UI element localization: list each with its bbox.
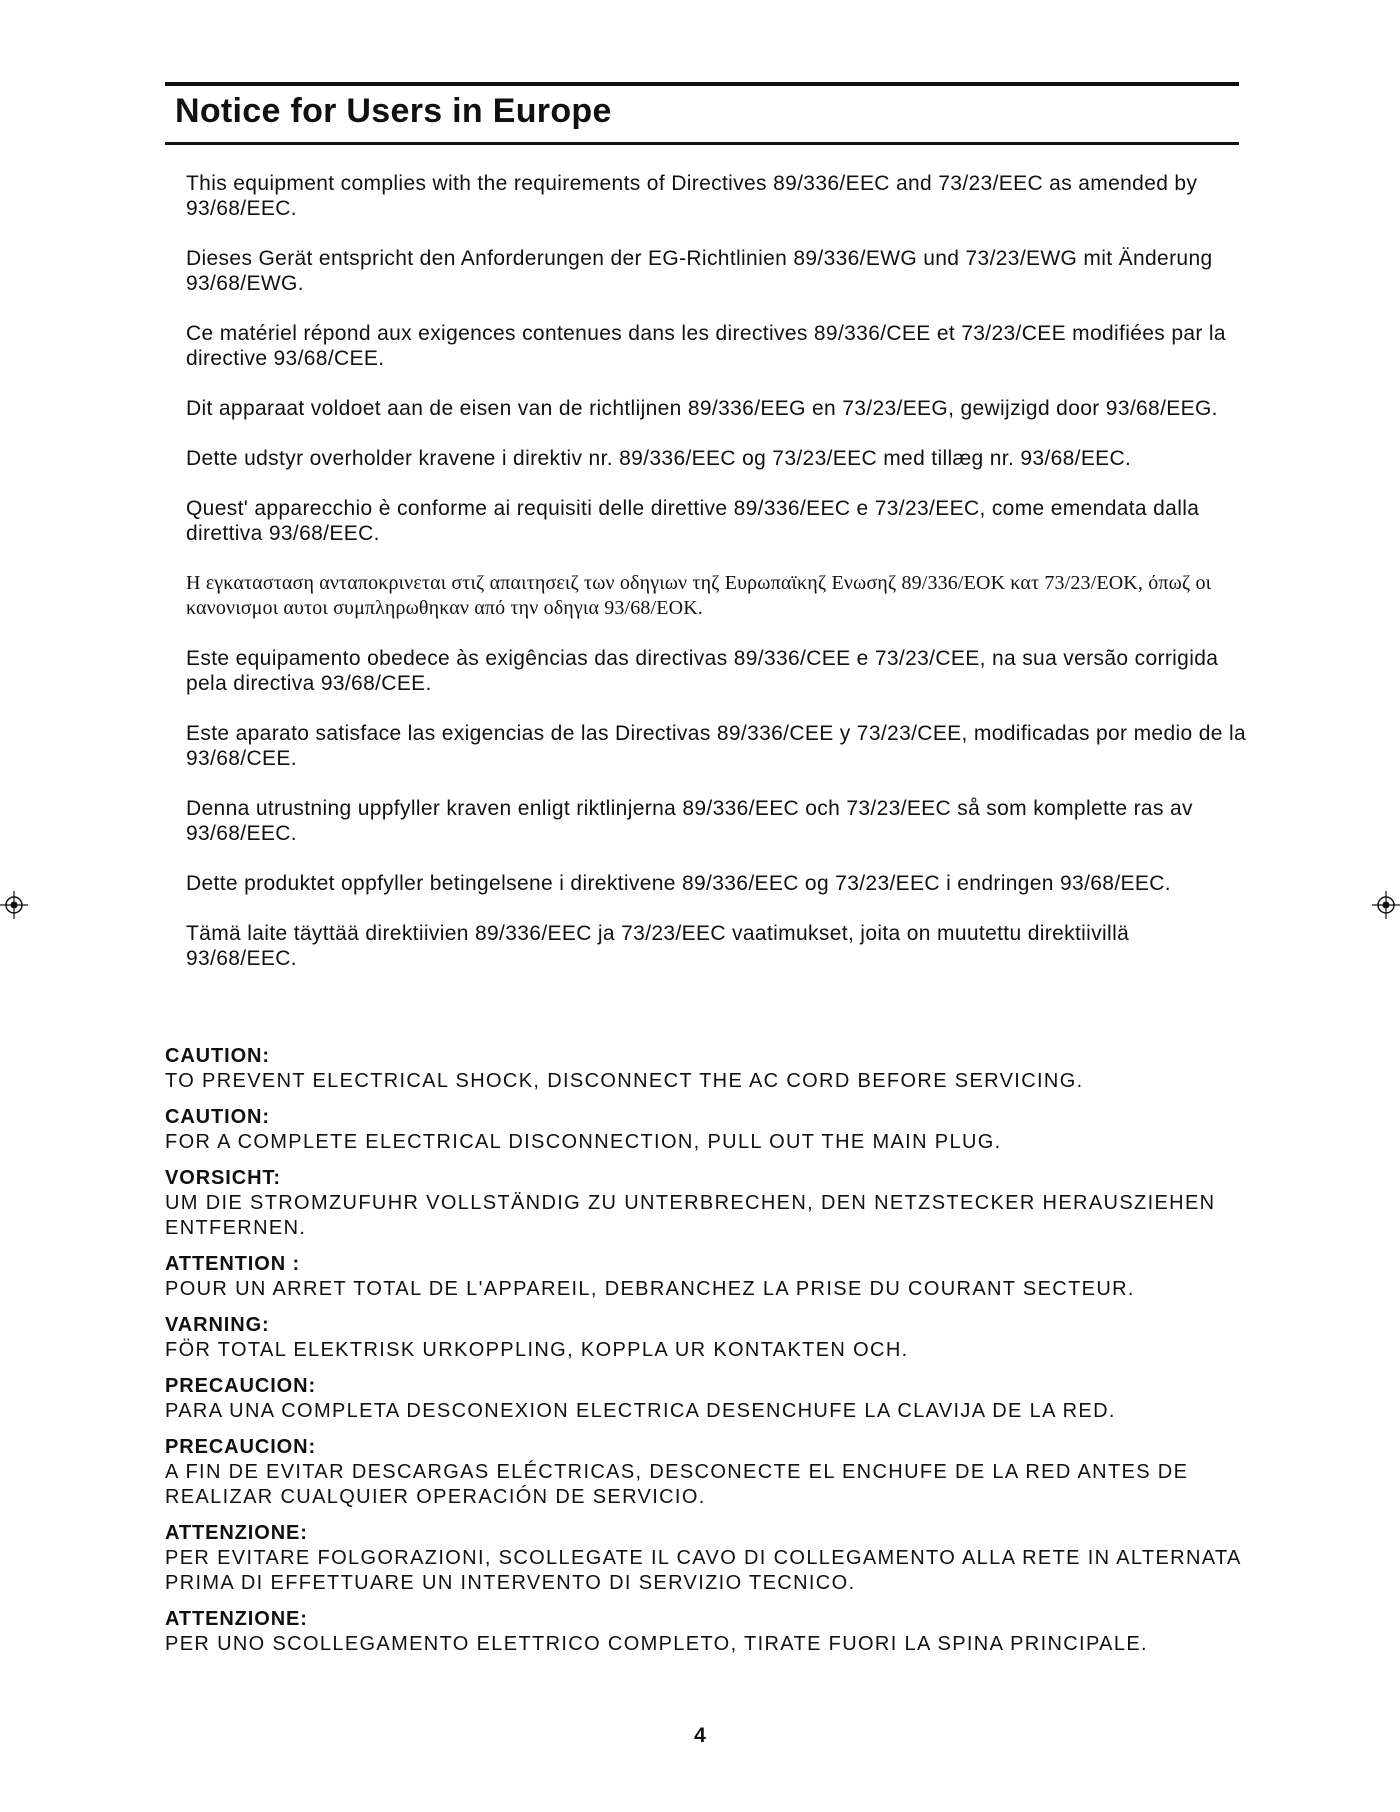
caution-block [165,1105,1255,1155]
caution-heading: ATTENZIONE: [165,1608,308,1630]
caution-block [165,1435,1255,1510]
notice-greek: Η εγκατασταση ανταποκρινεται στιζ απαιτησειζ των οδηγιων τηζ Ευρωπαϊκηζ Ενωσηζ 89/336/ΕΟΚ κατ 73/23/ΕΟΚ, όπωζ οι κανονισμοι αυτοι συμπληρωθηκαν από την οδηγια 93/68/ΕΟΚ. [186,572,1212,619]
caution-block [165,1374,1255,1424]
page-number: 4 [694,1724,706,1747]
caution-text: POUR UN ARRET TOTAL DE L'APPAREIL, DEBRANCHEZ LA PRISE DU COURANT SECTEUR. [165,1278,1135,1300]
caution-heading: VARNING: [165,1314,270,1336]
caution-block [165,1252,1255,1302]
caution-heading: ATTENZIONE: [165,1522,308,1544]
caution-text: PER UNO SCOLLEGAMENTO ELETTRICO COMPLETO, TIRATE FUORI LA SPINA PRINCIPALE. [165,1633,1148,1655]
notice-finnish: Tämä laite täyttää direktiivien 89/336/EEC ja 73/23/EEC vaatimukset, joita on muutettu direktiivillä 93/68/EEC. [186,922,1130,970]
registration-mark-icon [0,891,28,919]
caution-text: FOR A COMPLETE ELECTRICAL DISCONNECTION, PULL OUT THE MAIN PLUG. [165,1131,1002,1153]
caution-text: PARA UNA COMPLETA DESCONEXION ELECTRICA DESENCHUFE LA CLAVIJA DE LA RED. [165,1400,1116,1422]
caution-text: A FIN DE EVITAR DESCARGAS ELÉCTRICAS, DESCONECTE EL ENCHUFE DE LA RED ANTES DE REALIZAR CUALQUIER OPERACIÓN DE SERVICIO. [165,1461,1189,1508]
caution-block [165,1166,1255,1241]
caution-warnings [165,1044,1255,1668]
notice-german: Dieses Gerät entspricht den Anforderungen der EG-Richtlinien 89/336/EWG und 73/23/EWG mit Änderung 93/68/EWG. [186,247,1213,295]
registration-mark-icon [1372,891,1400,919]
caution-block [165,1044,1255,1094]
caution-heading: PRECAUCION: [165,1375,317,1397]
caution-heading: CAUTION: [165,1106,270,1128]
caution-heading: CAUTION: [165,1045,270,1067]
notice-danish: Dette udstyr overholder kravene i direktiv nr. 89/336/EEC og 73/23/EEC med tillæg nr. 93/68/EEC. [186,447,1132,470]
notice-french: Ce matériel répond aux exigences contenues dans les directives 89/336/CEE et 73/23/CEE modifiées par la directive 93/68/CEE. [186,322,1226,370]
notice-portuguese: Este equipamento obedece às exigências das directivas 89/336/CEE e 73/23/CEE, na sua versão corrigida pela directiva 93/68/CEE. [186,647,1219,695]
caution-heading: PRECAUCION: [165,1436,317,1458]
caution-text: FÖR TOTAL ELEKTRISK URKOPPLING, KOPPLA UR KONTAKTEN OCH. [165,1339,909,1361]
title-rule-bottom [165,142,1239,145]
caution-text: PER EVITARE FOLGORAZIONI, SCOLLEGATE IL CAVO DI COLLEGAMENTO ALLA RETE IN ALTERNATA PRIMA DI EFFETTUARE UN INTERVENTO DI SERVIZIO TECNICO. [165,1547,1241,1594]
caution-block [165,1607,1255,1657]
caution-block [165,1521,1255,1596]
caution-text: TO PREVENT ELECTRICAL SHOCK, DISCONNECT THE AC CORD BEFORE SERVICING. [165,1070,1084,1092]
caution-heading: ATTENTION : [165,1253,301,1275]
caution-block [165,1313,1255,1363]
notice-norwegian: Dette produktet oppfyller betingelsene i direktivene 89/336/EEC og 73/23/EEC i endringen 93/68/EEC. [186,872,1171,895]
title-rule-top [165,82,1239,86]
notice-swedish: Denna utrustning uppfyller kraven enligt riktlinjerna 89/336/EEC och 73/23/EEC så som komplette ras av 93/68/EEC. [186,797,1193,845]
caution-heading: VORSICHT: [165,1167,281,1189]
compliance-notices [186,171,1246,996]
caution-text: UM DIE STROMZUFUHR VOLLSTÄNDIG ZU UNTERBRECHEN, DEN NETZSTECKER HERAUSZIEHEN ENTFERNEN. [165,1192,1216,1239]
notice-italian: Quest' apparecchio è conforme ai requisiti delle direttive 89/336/EEC e 73/23/EEC, come emendata dalla direttiva 93/68/EEC. [186,497,1200,545]
notice-english: This equipment complies with the requirements of Directives 89/336/EEC and 73/23/EEC as amended by 93/68/EEC. [186,172,1198,220]
notice-spanish: Este aparato satisface las exigencias de las Directivas 89/336/CEE y 73/23/CEE, modificadas por medio de la 93/68/CEE. [186,722,1246,770]
notice-dutch: Dit apparaat voldoet aan de eisen van de richtlijnen 89/336/EEG en 73/23/EEG, gewijzigd door 93/68/EEG. [186,397,1218,420]
page-title: Notice for Users in Europe [175,92,612,130]
